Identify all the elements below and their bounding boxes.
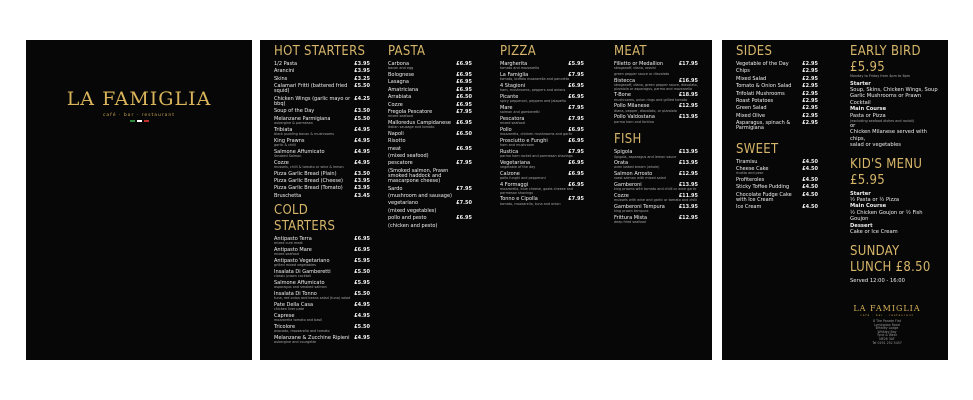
- item-gap: [388, 229, 472, 231]
- menu-item-desc: oven baked bream (whole): [614, 165, 660, 170]
- menu-item-desc: mozzarella tomato and basil: [274, 318, 323, 323]
- menu-item-name: Chocolate Fudge Cake with Ice Cream: [736, 191, 792, 204]
- section-title: MEAT: [614, 44, 647, 59]
- menu-item-price: £13.95: [678, 204, 698, 211]
- menu-item-desc: mozzarella, chicken mushrooms and garlic: [500, 132, 573, 137]
- column-pizza: [500, 44, 584, 208]
- brand-logo: [26, 88, 252, 118]
- menu-item-name: La Famiglia: [500, 71, 529, 78]
- menu-item-price: £6.95: [568, 170, 584, 177]
- early-bird-title: EARLY BIRD £5.95: [850, 44, 921, 75]
- column-starters: [274, 44, 370, 347]
- menu-item-price: £6.95: [568, 181, 584, 188]
- menu-item-price: £16.95: [678, 77, 698, 84]
- menu-item-price: £6.95: [456, 86, 472, 93]
- menu-item-name: Arancini: [274, 68, 295, 75]
- pizza-section: [500, 44, 584, 208]
- menu-item-desc: mushrooms, onion rings and grilled tomato: [614, 97, 688, 102]
- menu-item-desc: ham and mushroom: [500, 143, 535, 148]
- section-title: COLD STARTERS: [274, 203, 336, 235]
- kids-menu-lines: [850, 191, 942, 236]
- menu-item-price: £6.95: [456, 79, 472, 86]
- menu-item-desc: mixed seafood: [274, 252, 299, 257]
- menu-item-name: 4 Stagioni: [500, 82, 526, 89]
- menu-item-name: Vegetable of the Day: [736, 61, 789, 67]
- item-gap: [274, 199, 370, 201]
- brand-name: LA FAMIGLIA: [66, 88, 212, 110]
- menu-item-name: Tonno e Cipolla: [500, 196, 538, 203]
- menu-item-name: Cozze: [274, 159, 289, 166]
- menu-item-name: pollo and pesto: [388, 215, 427, 222]
- menu-item-name: King Prawns: [274, 137, 305, 144]
- menu-item-name: Margherita: [500, 61, 528, 67]
- menu-item-name: 4 Formaggi: [500, 181, 529, 188]
- menu-item-price: £7.95: [568, 104, 584, 111]
- menu-item: [736, 92, 818, 97]
- menu-item-desc: parma ham rocket and parmesan shavings: [500, 154, 573, 159]
- menu-item-name: 1/2 Pasta: [274, 61, 298, 67]
- cover-panel: [26, 40, 252, 360]
- column-meat-fish: [614, 44, 698, 227]
- menu-item-name: Ice Cream: [736, 204, 762, 211]
- menu-item-price: £5.50: [354, 269, 370, 276]
- menu-item-desc: asparagus and smoked salmon: [274, 285, 327, 290]
- menu-item-price: £6.95: [568, 159, 584, 166]
- menu-item-desc: tomato, mozzarella, tuna and onion: [500, 201, 561, 206]
- menu-item-name: Prosciutto e Funghi: [500, 137, 548, 144]
- menu-item-name: Pizza Garlic Bread (Tomato): [274, 185, 343, 192]
- menu-item-price: £6.95: [568, 137, 584, 144]
- menu-item-price: £7.95: [456, 108, 472, 115]
- offer-subheading: Main Course: [850, 203, 887, 210]
- menu-item-price: £4.50: [802, 191, 818, 198]
- menu-item-desc: tomato and mozzarella: [500, 66, 540, 71]
- menu-item-desc: pollo funghi and pepperoni: [500, 176, 546, 181]
- early-bird-lines: [850, 81, 942, 149]
- address-line: Whitley Lodge: [875, 326, 899, 331]
- menu-item-price: [468, 224, 472, 229]
- address-block: [832, 320, 942, 345]
- offer-subheading: Starter: [850, 190, 871, 197]
- menu-item-desc: bacon and egg: [388, 66, 414, 71]
- menu-item-name: Tomato & Onion Salad: [736, 83, 792, 90]
- menu-item-desc: mixed seafood: [500, 121, 525, 126]
- menu-item-price: £2.95: [802, 120, 818, 127]
- menu-item-name: Fregola Pescatore: [388, 108, 433, 115]
- menu-item-price: £2.95: [802, 90, 818, 97]
- offer-line: salad or vegetables: [850, 142, 901, 149]
- menu-item-name: (mushroom and sausage): [388, 193, 452, 200]
- menu-item: [736, 185, 818, 190]
- menu-item-price: £5.95: [354, 280, 370, 287]
- hot-starters-section: [274, 44, 370, 201]
- footer-logo: [832, 304, 942, 345]
- menu-item-name: Asparagus, spinach & Parmigiana: [736, 120, 791, 132]
- menu-item-name: Antipasto Mare: [274, 247, 312, 254]
- offer-line: or: [850, 123, 856, 130]
- menu-item: [736, 62, 818, 67]
- menu-item-price: £4.95: [354, 335, 370, 342]
- menu-item-price: £6.95: [568, 93, 584, 100]
- menu-item-price: £6.50: [456, 94, 472, 101]
- menu-item-price: £13.95: [678, 160, 698, 167]
- fish-section: [614, 132, 698, 227]
- sunday-lunch-title: SUNDAY LUNCH £8.50: [850, 243, 931, 275]
- section-title: HOT STARTERS: [274, 44, 366, 59]
- menu-item-price: £2.95: [802, 61, 818, 67]
- section-title: PIZZA: [500, 44, 537, 59]
- menu-item-name: (chicken and pesto): [388, 222, 438, 229]
- offer-subheading: Starter: [850, 80, 871, 87]
- section-title: SIDES: [736, 44, 773, 59]
- sunday-lunch-served: Served 12:00 - 16:00: [850, 277, 905, 284]
- menu-item-name: Bolognese: [388, 71, 415, 78]
- menu-item-desc: black pudding bacon & mushrooms: [274, 131, 335, 136]
- address-line: 8 The Parade Flat: [873, 319, 901, 323]
- menu-item-price: £4.95: [354, 148, 370, 155]
- menu-item-name: Spigola: [614, 149, 633, 156]
- menu-item-desc: roast salmon with mixed salad: [614, 176, 666, 181]
- menu-item-name: Amatriciana: [388, 86, 419, 93]
- menu-item-name: Chicken Wings (garlic mayo or bbq): [274, 95, 351, 107]
- offer-line: Garlic Mushrooms or Prawn Cocktail: [850, 93, 922, 106]
- menu-item-price: £6.50: [456, 130, 472, 137]
- menu-item-name: T-Bone: [614, 92, 631, 99]
- menu-item-price: £2.95: [802, 75, 818, 82]
- menu-item-name: Mare: [500, 104, 513, 111]
- offer-line: Cake or Ice Cream: [850, 229, 898, 236]
- menu-item-name: Pizza Garlic Bread (Plain): [274, 170, 337, 177]
- menu-item-price: £4.95: [354, 302, 370, 309]
- menu-item: [388, 169, 472, 185]
- menu-item-price: £4.50: [802, 158, 818, 165]
- menu-item: [736, 84, 818, 89]
- menu-item-name: Rustica: [500, 148, 519, 155]
- menu-item-price: £5.95: [568, 61, 584, 67]
- menu-item-name: Mixed Salad: [736, 75, 767, 82]
- menu-item-name: Frittura Mista: [614, 215, 648, 222]
- menu-item-price: £12.95: [678, 215, 698, 222]
- menu-item-price: £3.95: [354, 61, 370, 67]
- menu-item-name: Trifolati Mushrooms: [736, 90, 785, 97]
- menu-item: [274, 186, 370, 191]
- menu-item-price: £7.50: [456, 200, 472, 207]
- menu-item-name: Pate Della Casa: [274, 302, 314, 309]
- menu-item-price: £6.95: [568, 82, 584, 89]
- right-menu-panel: [722, 40, 948, 360]
- menu-item-price: £17.95: [678, 61, 698, 67]
- menu-item-price: £4.95: [354, 159, 370, 166]
- menu-item-desc: mixed seafood: [388, 114, 413, 119]
- menu-item: [274, 97, 370, 107]
- menu-item-desc: stroganoff, diana, rossini: [614, 66, 656, 71]
- offer-subheading: Main Course: [850, 106, 887, 113]
- menu-item-price: £4.95: [354, 126, 370, 133]
- menu-item-price: £4.50: [802, 177, 818, 184]
- menu-item-name: Lasagna: [388, 79, 409, 86]
- address-line: Tel 0191 252 5457: [872, 340, 902, 345]
- menu-item-price: £6.95: [456, 119, 472, 126]
- footer-brand-name: LA FAMIGLIA: [853, 304, 921, 313]
- menu-item-name: Insalata Di Gamberetti: [274, 269, 331, 276]
- menu-item-desc: mozzarella, blue cheese, goats cheese and parmesan shavings: [500, 187, 574, 195]
- menu-item-price: [468, 169, 472, 185]
- menu-item-name: Tricolore: [274, 324, 296, 331]
- menu-item-price: £6.95: [456, 61, 472, 67]
- column-pasta: [388, 44, 472, 231]
- item-gap: [736, 211, 818, 213]
- menu-item-desc: green pepper sauce or diavolato: [614, 71, 670, 76]
- address-line: NE26 3AF: [879, 336, 895, 341]
- menu-item-price: £3.95: [354, 178, 370, 185]
- menu-item-name: Orata: [614, 160, 629, 167]
- menu-item: [736, 193, 818, 203]
- offer-line: ½ Pasta or ½ Pizza: [850, 197, 900, 204]
- menu-item-price: £5.95: [354, 258, 370, 265]
- menu-item-name: Melanzane Parmigiana: [274, 115, 331, 122]
- offer-line: (excluding seafood dishes and ravioli): [850, 119, 915, 124]
- address-line: Tyne & Wear: [876, 333, 898, 338]
- menu-item-name: Pollo Milanese: [614, 103, 650, 110]
- menu-item-name: pescatore: [388, 160, 413, 167]
- menu-item-name: Salmon Arrosto: [614, 171, 653, 178]
- menu-item-price: £5.50: [354, 115, 370, 122]
- menu-item-desc: salmon and gamberetti: [500, 110, 540, 115]
- menu-item-name: Salmone Affumicato: [274, 148, 325, 155]
- menu-item-price: £6.95: [456, 145, 472, 152]
- menu-item-price: £6.95: [456, 101, 472, 108]
- menu-item-name: Calzone: [500, 170, 520, 177]
- menu-item-price: £6.95: [456, 215, 472, 222]
- offer-line: Pasta or Pizza: [850, 112, 886, 119]
- menu-item-name: Soup of the Day: [274, 108, 315, 115]
- column-sides-sweet: [736, 44, 818, 213]
- menu-item-name: Sticky Toffee Pudding: [736, 184, 790, 191]
- menu-item-desc: garlic & chilli: [274, 142, 296, 147]
- menu-item-name: Antipasto Terra: [274, 236, 312, 243]
- menu-item-price: [468, 139, 472, 144]
- menu-item-desc: ham, mushrooms, peppers and onions: [500, 88, 566, 93]
- menu-item-desc: aubergine & parmesan: [274, 120, 313, 125]
- menu-item-price: £13.95: [678, 182, 698, 189]
- meat-section: [614, 44, 698, 126]
- menu-item-name: Melanzane & Zucchine Ripieni: [274, 335, 350, 342]
- menu-item-price: £4.50: [802, 204, 818, 211]
- menu-item-name: Risotto: [388, 138, 406, 145]
- menu-item-desc: aubergine and courgette: [274, 340, 317, 345]
- menu-item-name: Pescatora: [500, 115, 525, 122]
- menu-item-price: £18.95: [678, 92, 698, 99]
- menu-item-name: Malloredus Campidanese: [388, 119, 451, 126]
- section-title: FISH: [614, 132, 642, 148]
- menu-item-price: £4.95: [354, 137, 370, 144]
- offer-line: Soup, Skins, Chicken Wings, Soup: [850, 87, 938, 93]
- address-line: Whitley Bay: [877, 329, 897, 334]
- offer-subheading: Dessert: [850, 222, 873, 229]
- menu-item-name: Cozze: [614, 193, 629, 200]
- menu-item-desc: Spigola, asparagus and lemon sauce: [614, 154, 677, 159]
- menu-item-name: vegetariano: [388, 200, 419, 207]
- menu-item-desc: classic prawn cocktail: [274, 274, 311, 279]
- menu-item-price: £3.45: [354, 192, 370, 199]
- section-title: PASTA: [388, 44, 426, 59]
- menu-item-name: Insalata Di Tonno: [274, 291, 317, 298]
- menu-item-name: Tiramisu: [736, 158, 758, 165]
- menu-item-desc: ricotta and pear: [736, 171, 764, 176]
- menu-item-desc: tuna, red onion and beans salad (tuna) salad: [274, 296, 351, 301]
- menu-item-price: £7.95: [568, 196, 584, 203]
- menu-item-name: Profiteroles: [736, 177, 765, 184]
- menu-item-name: Skins: [274, 75, 288, 82]
- address-line: Lymington Road: [874, 322, 900, 327]
- menu-item-desc: spicy pepperoni, peppers and jalapeño: [500, 99, 566, 104]
- menu-item-name: Napoli: [388, 130, 404, 137]
- menu-item-price: [468, 209, 472, 214]
- menu-item-name: Cheese Cake: [736, 166, 769, 173]
- section-title: SWEET: [736, 141, 779, 157]
- menu-item-price: £2.95: [802, 112, 818, 119]
- menu-item-name: Mixed Olive: [736, 112, 766, 119]
- column-offers: [850, 44, 942, 284]
- menu-item-desc: mussels with wine and garlic or tomato and chilli: [614, 198, 698, 203]
- menu-item-name: Calamari Fritti (battered fried squid): [274, 83, 348, 95]
- menu-item-desc: stroganoff, diana, green pepper sauce, diavolato, pizzaiola or asparagus, parma and mozzarella: [614, 82, 698, 91]
- menu-item-desc: grilled mixed vegetables: [274, 263, 316, 268]
- footer-brand-subtitle: café · bar · restaurant: [860, 313, 914, 317]
- menu-item-name: Filletto or Medallion: [614, 61, 664, 67]
- brand-subtitle: café · bar · restaurant: [102, 113, 176, 118]
- menu-item-name: Green Salad: [736, 105, 767, 112]
- menu-item-price: £11.95: [678, 193, 698, 200]
- menu-item-name: Roast Potatoes: [736, 97, 774, 104]
- menu-item-price: £6.95: [354, 247, 370, 254]
- menu-item-price: £3.95: [354, 68, 370, 75]
- menu-item-price: £7.95: [456, 185, 472, 192]
- early-bird-note: Monday to Friday from 4pm to 6pm: [850, 74, 911, 78]
- menu-item-price: £12.95: [678, 171, 698, 178]
- menu-item-name: Arrabiata: [388, 94, 412, 101]
- menu-item-price: £7.95: [568, 148, 584, 155]
- menu-item-price: £5.50: [354, 324, 370, 331]
- menu-item-price: [468, 154, 472, 159]
- item-gap: [500, 206, 584, 208]
- menu-item: [736, 121, 818, 131]
- menu-item-price: £12.95: [678, 103, 698, 110]
- menu-item-name: Carbona: [388, 61, 410, 67]
- menu-item-price: £5.50: [354, 291, 370, 298]
- menu-item-name: Gamberoni: [614, 182, 642, 189]
- item-gap: [614, 124, 698, 126]
- menu-item-price: £2.95: [802, 68, 818, 75]
- menu-item: [274, 179, 370, 184]
- menu-item-desc: king prawns with tomato and chilli or wine garlic: [614, 187, 697, 192]
- menu-item-name: Pizza Garlic Bread (Cheese): [274, 178, 343, 185]
- menu-item-name: Vegetariana: [500, 159, 531, 166]
- menu-item-price: £6.95: [354, 236, 370, 243]
- menu-item-name: Bruschetta: [274, 192, 302, 199]
- menu-item-name: Tribiata: [274, 126, 293, 133]
- sweet-section: [736, 142, 818, 213]
- menu-item-name: Pollo Valdostana: [614, 114, 655, 121]
- menu-item-name: Caprese: [274, 313, 295, 320]
- menu-item-name: meat: [388, 145, 401, 152]
- menu-item-desc: Smoked Salmon: [274, 153, 302, 158]
- menu-item-desc: king prawn tempura: [614, 209, 649, 214]
- menu-item-desc: tomato, buffalo mozzarella and pancetta: [500, 77, 570, 82]
- menu-item-price: £7.95: [568, 115, 584, 122]
- menu-item-desc: mussels, chilli & tomato or wine & lemon: [274, 164, 344, 169]
- menu-item-name: (mixed seafood): [388, 153, 429, 160]
- menu-item-price: £3.50: [354, 170, 370, 177]
- offer-line: ½ Chicken Goujon or ½ Fish Goujon: [850, 209, 923, 223]
- main-menu-panel: [260, 40, 712, 360]
- sides-section: [736, 44, 818, 134]
- menu-item-desc: deep fried seafood: [614, 220, 646, 225]
- kids-menu-title: KID'S MENU £5.95: [850, 156, 923, 188]
- menu-item-price: £3.95: [354, 185, 370, 192]
- menu-item-name: Chips: [736, 68, 750, 75]
- menu-item-name: Pollo: [500, 126, 512, 133]
- menu-item-desc: parma ham and fontina: [614, 119, 655, 124]
- menu-item-price: £13.95: [678, 114, 698, 121]
- menu-item-desc: Italian sausage and tomato: [388, 125, 435, 130]
- menu-item-price: £3.50: [354, 108, 370, 115]
- cold-starters-section: [274, 203, 370, 347]
- menu-item-price: £4.50: [802, 184, 818, 191]
- menu-item-price: £7.95: [568, 71, 584, 78]
- menu-item-price: [468, 194, 472, 199]
- menu-item-price: £7.95: [456, 160, 472, 167]
- menu-item-desc: vegetable of the day: [500, 165, 536, 170]
- item-gap: [614, 225, 698, 227]
- menu-item-price: £2.95: [802, 105, 818, 112]
- menu-item-name: Salmone Affumicato: [274, 280, 325, 287]
- menu-item-price: £6.95: [568, 126, 584, 133]
- menu-item-price: £2.95: [802, 83, 818, 90]
- menu-item-name: Antipasto Vegetariano: [274, 258, 330, 265]
- menu-item-name: Bistecca: [614, 77, 636, 84]
- menu-item-name: Cozze: [388, 101, 403, 108]
- menu-item-price: £4.25: [354, 95, 370, 102]
- menu-item: [274, 84, 370, 94]
- menu-item-desc: avocado, mozzarella and tomato: [274, 329, 330, 334]
- menu-item-price: £4.50: [802, 166, 818, 173]
- menu-item-name: Sardo: [388, 185, 403, 192]
- menu-item-name: (Smoked salmon, Prawn smoked haddock and mascarpone cheese): [388, 167, 449, 185]
- menu-item-price: £6.95: [456, 71, 472, 78]
- menu-item-name: Gamberoni Tempura: [614, 204, 665, 211]
- menu-item-desc: chicken liver pate: [274, 307, 305, 312]
- menu-item-name: Picante: [500, 93, 519, 100]
- menu-item-desc: mixed cure meat: [274, 241, 303, 246]
- menu-item-price: £3.25: [354, 75, 370, 82]
- item-gap: [736, 132, 818, 134]
- menu-item-price: £13.95: [678, 149, 698, 156]
- pasta-section: [388, 44, 472, 231]
- menu-item-price: £5.50: [354, 83, 370, 90]
- menu-item-desc: diana, pepper, diavolato, or pizzaiola: [614, 108, 677, 113]
- menu-item-price: £2.95: [802, 97, 818, 104]
- menu-item: [274, 172, 370, 177]
- menu-item-name: (mixed vegetables): [388, 207, 437, 214]
- offer-line: Chicken Milanese served with chips,: [850, 129, 927, 142]
- menu-item-price: £4.95: [354, 313, 370, 320]
- item-gap: [274, 345, 370, 347]
